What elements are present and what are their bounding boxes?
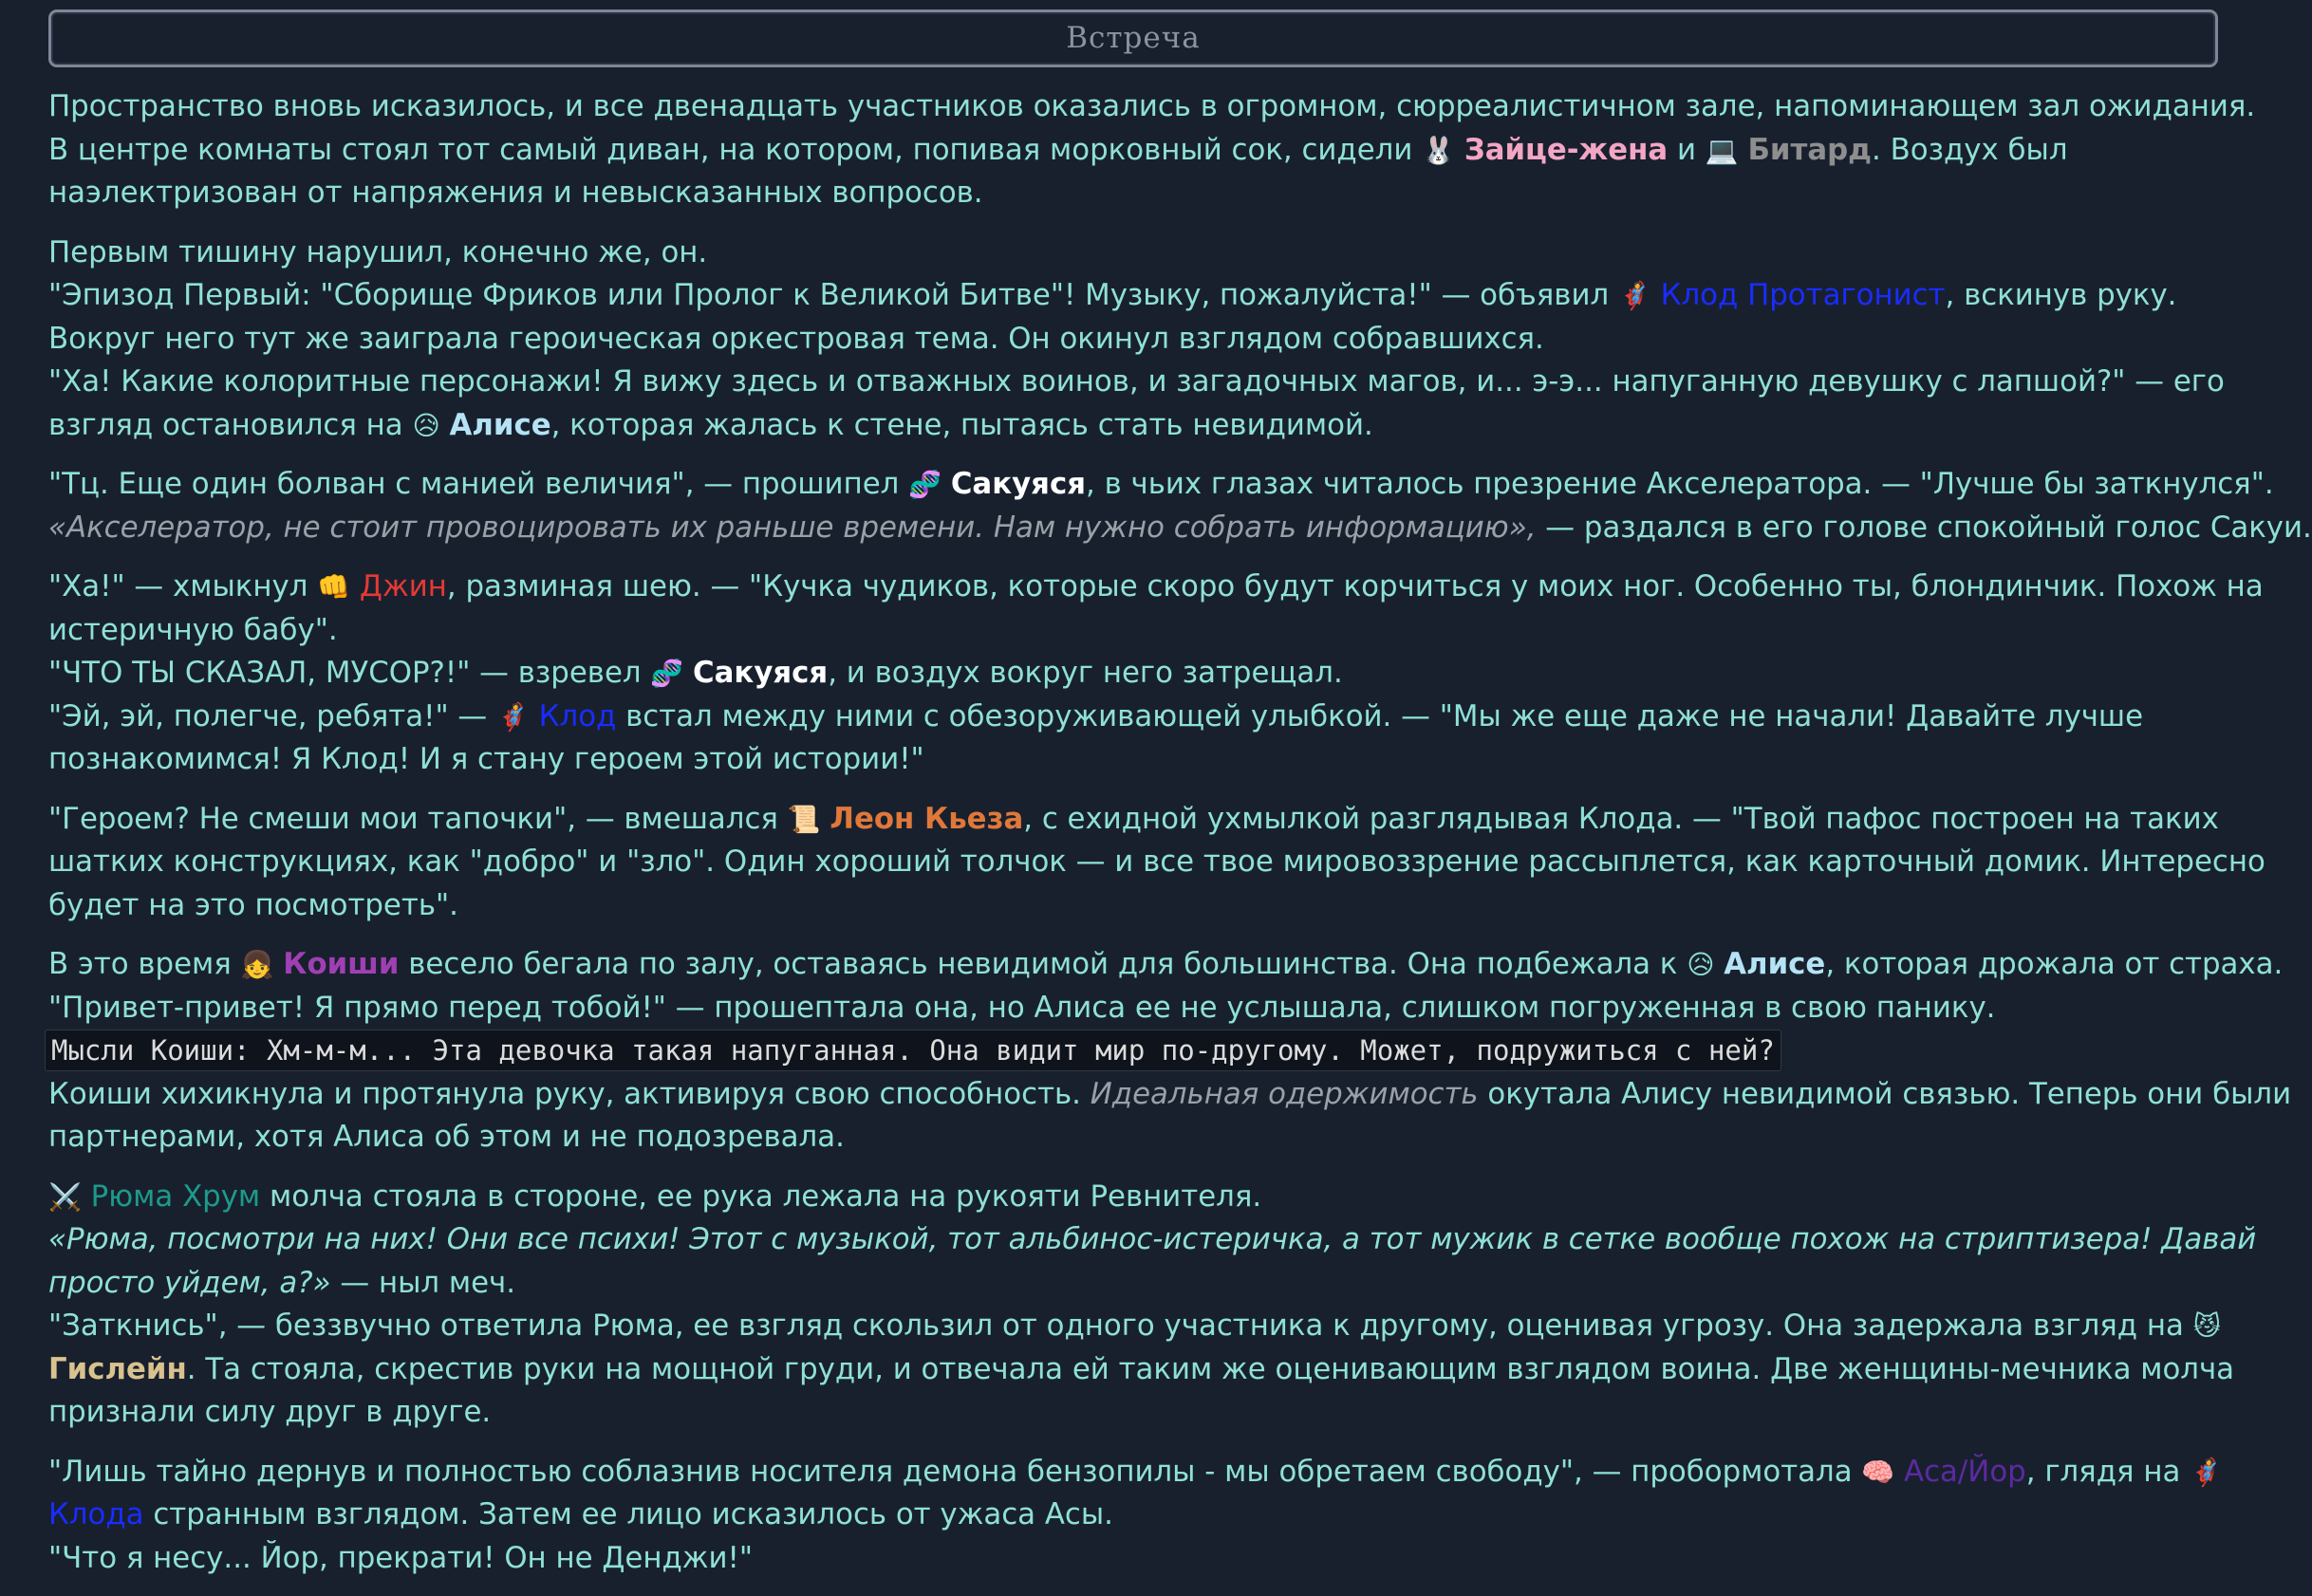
- laptop-icon: 💻: [1705, 134, 1739, 166]
- character-name-dzhin: Джин: [359, 569, 447, 603]
- thought-code-block: Мысли Коиши: Хм-м-м... Эта девочка такая напуганная. Она видит мир по-другому. Может, подружиться с ней?: [45, 1030, 1781, 1071]
- character-name-sakuyasya: Сакуяся: [950, 467, 1086, 501]
- story-paragraph: "Лишь тайно дернув и полностью соблазнив носителя демона бензопилы - мы обретаем свободу", — пробормотала 🧠 Аса/Йор, глядя на 🦸 Клода странным взглядом. Затем ее лицо исказилось от ужаса Асы. "Что я несу... Йор, прекрати! Он не Денджи!": [48, 1454, 2223, 1575]
- fist-icon: 👊: [317, 571, 351, 603]
- brain-icon: 🧠: [1861, 1456, 1895, 1488]
- bunny-icon: 🐰: [1422, 134, 1456, 166]
- character-name-klod: Клод: [538, 698, 617, 733]
- character-name-ryuma: Рюма Хрум: [90, 1178, 261, 1214]
- character-name-sakuyasya: Сакуяся: [693, 656, 829, 690]
- hero-icon: 🦸: [1617, 280, 1651, 311]
- story-paragraph: В это время 👧 Коиши весело бегала по залу, оставаясь невидимой для большинства. Она подбежала к 😥 Алисе, которая дрожала от страха. "Привет-привет! Я прямо перед тобой!" — прошептала она, но Алиса ее не услышала, слишком погруженная в свою панику. Мысли Коиши: Хм-м-м... Эта девочка такая напуганная. Она видит мир по-другому. Может, подружиться с ней? Коиши хихикнула и протянула руку, активируя свою способность. Идеальная одержимость окутала Алису невидимой связью. Теперь они были партнерами, хотя Алиса об этом и не подозревала.: [48, 943, 2218, 1160]
- story-paragraph: Пространство вновь исказилось, и все двенадцать участников оказались в огромном, сюрреалистичном зале, напоминающем зал ожидания. В центре комнаты стоял тот самый диван, на котором, попивая морковный сок, сидели 🐰 Зайце-жена и 💻 Битард. Воздух был наэлектризован от напряжения и невысказанных вопросов.: [48, 89, 2256, 210]
- chat-window: [48, 9, 2312, 1596]
- girl-icon: 👧: [240, 949, 274, 980]
- cat-icon: 😼: [2192, 1310, 2221, 1342]
- scene-title: Встреча: [1066, 20, 1201, 55]
- hero-icon: 🦸: [495, 700, 530, 733]
- story-paragraph: Первым тишину нарушил, конечно же, он. "Эпизод Первый: "Сборище Фриков или Пролог к Великой Битве"! Музыку, пожалуйста!" — объявил 🦸 Клод Протагонист, вскинув руку. Вокруг него тут же заиграла героическая оркестровая тема. Он окинул взглядом собравшихся. "Ха! Какие колоритные персонажи! Я вижу здесь и отважных воинов, и загадочных магов, и... э-э... напуганную девушку с лапшой?" — его взгляд остановился на 😥 Алисе, которая жалась к стене, пытаясь стать невидимой.: [48, 234, 2225, 442]
- story-log: [48, 85, 2312, 1580]
- character-name-alisa: Алисе: [449, 407, 551, 442]
- story-paragraph: "Героем? Не смеши мои тапочки", — вмешался 📜 Леон Кьеза, с ехидной ухмылкой разглядывая Клода. — "Твой пафос построен на таких шатких конструкциях, как "добро" и "зло". Один хороший толчок — и все твое мировоззрение рассыплется, как карточный домик. Интересно будет на это посмотреть".: [48, 801, 2265, 922]
- character-name-bunny: Зайце-жена: [1464, 132, 1669, 167]
- scene-title-bar: [48, 9, 2218, 67]
- story-paragraph: "Ха!" — хмыкнул 👊 Джин, разминая шею. — "Кучка чудиков, которые скоро будут корчиться у моих ног. Особенно ты, блондинчик. Похож на истеричную бабу". "ЧТО ТЫ СКАЗАЛ, МУСОР?!" — взревел 🧬 Сакуяся, и воздух вокруг него затрещал. "Эй, эй, полегче, ребята!" — 🦸 Клод встал между ними с обезоруживающей улыбкой. — "Мы же еще даже не начали! Давайте лучше познакомимся! Я Клод! И я стану героем этой истории!": [48, 569, 2264, 776]
- dna-icon: 🧬: [908, 469, 942, 500]
- character-name-alisa: Алисе: [1724, 947, 1826, 981]
- sad-face-icon: 😥: [1687, 949, 1715, 980]
- hero-icon: 🦸: [2190, 1456, 2223, 1488]
- ability-name: Идеальная одержимость: [1090, 1076, 1479, 1111]
- character-name-asa: Аса/Йор: [1904, 1454, 2026, 1489]
- character-name-klod: Клода: [48, 1497, 144, 1531]
- dna-icon: 🧬: [650, 658, 684, 689]
- character-name-koishi: Коиши: [283, 947, 400, 981]
- sad-face-icon: 😥: [412, 409, 440, 441]
- story-paragraph: "Тц. Еще один болван с манией величия", — прошипел 🧬 Сакуяся, в чьих глазах читалось презрение Акселератора. — "Лучше бы заткнулся". «Акселератор, не стоит провоцировать их раньше времени. Нам нужно собрать информацию», — раздался в его голове спокойный голос Сакуи.: [48, 467, 2312, 545]
- story-paragraph: ⚔️ Рюма Хрум молча стояла в стороне, ее рука лежала на рукояти Ревнителя. «Рюма, посмотри на них! Они все психи! Этот с музыкой, тот альбинос-истеричка, а тот мужик в сетке вообще похож на стриптизера! Давай просто уйдем, а?» — ныл меч. "Заткнись", — беззвучно ответила Рюма, ее взгляд скользил от одного участника к другому, оценивая угрозу. Она задержала взгляд на 😼 Гислейн. Та стояла, скрестив руки на мощной груди, и отвечала ей таким же оценивающим взглядом воина. Две женщины-мечника молча признали силу друг в друге.: [48, 1178, 2257, 1429]
- character-name-bitard: Битард: [1747, 132, 1873, 167]
- character-name-gislein: Гислейн: [48, 1351, 187, 1386]
- character-name-leon: Леон Кьеза: [830, 801, 1024, 836]
- scroll-icon: 📜: [787, 803, 821, 835]
- crossed-swords-icon: ⚔️: [48, 1180, 82, 1213]
- character-name-klod: Клод Протагонист: [1660, 278, 1946, 312]
